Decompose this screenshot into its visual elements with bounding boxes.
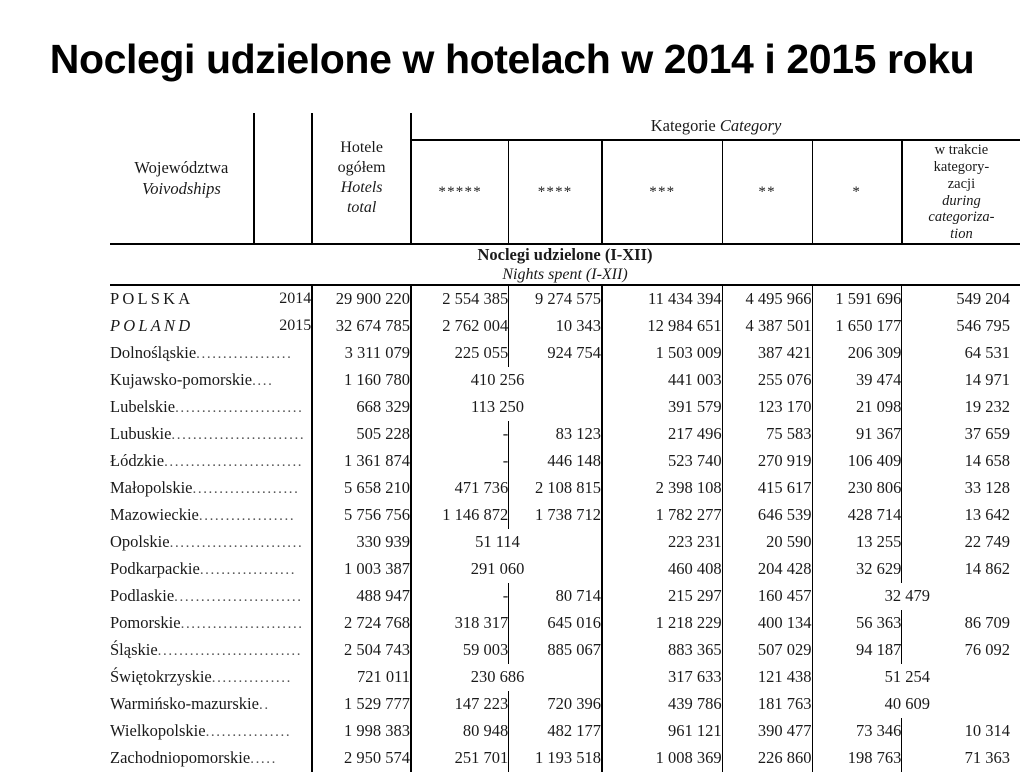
row-label-text: Podkarpackie <box>110 559 200 579</box>
table-row[interactable] <box>110 394 1020 421</box>
row-label <box>110 475 312 502</box>
cell-total: 721 011 <box>312 664 411 691</box>
cell-star1-during-merged: 51 254 <box>884 667 930 687</box>
cell-star2: 270 919 <box>722 448 812 475</box>
header-during-categorization <box>902 140 1020 244</box>
row-label <box>110 718 312 745</box>
cell-star1: 13 255 <box>812 529 902 556</box>
cell-total-2014: 29 900 220 <box>312 285 411 313</box>
row-label <box>110 583 312 610</box>
header-during-en-2: categoriza- <box>928 209 995 226</box>
header-during-en-1: during <box>942 192 981 209</box>
cell-star3: 460 408 <box>602 556 722 583</box>
cell-star5-star4-merged: 230 686 <box>411 664 602 691</box>
table-row[interactable] <box>110 421 1020 448</box>
page-title: Noclegi udzielone w hotelach w 2014 i 2015 roku <box>49 36 975 82</box>
cell-star1: 198 763 <box>812 745 902 772</box>
header-star-3: *** <box>602 140 722 244</box>
section-band-row <box>110 244 1020 285</box>
band-label-en: Nights spent (I-XII) <box>502 265 628 283</box>
cell-star2: 415 617 <box>722 475 812 502</box>
cell-total: 1 998 383 <box>312 718 411 745</box>
cell-star3-2014: 11 434 394 <box>602 285 722 313</box>
cell-star2: 204 428 <box>722 556 812 583</box>
cell-star1: 32 629 <box>812 556 902 583</box>
row-label <box>110 340 312 367</box>
row-label <box>110 745 312 772</box>
row-label-leader: .... <box>252 373 274 390</box>
cell-star1: 73 346 <box>812 718 902 745</box>
cell-star4: 645 016 <box>509 610 602 637</box>
cell-star2: 160 457 <box>722 583 812 610</box>
row-label-leader: ..... <box>250 751 277 768</box>
row-label <box>110 394 312 421</box>
row-label <box>110 367 312 394</box>
cell-total: 2 504 743 <box>312 637 411 664</box>
row-label-leader: .................. <box>196 346 293 363</box>
cell-star2: 507 029 <box>722 637 812 664</box>
cell-star5: 1 146 872 <box>411 502 509 529</box>
cell-star1-2014: 1 591 696 <box>812 285 902 313</box>
row-label-text: Opolskie <box>110 532 170 552</box>
cell-star2: 400 134 <box>722 610 812 637</box>
cell-total: 2 724 768 <box>312 610 411 637</box>
cell-star1: 230 806 <box>812 475 902 502</box>
header-during-pl-3: zacji <box>947 175 976 192</box>
row-year-2014: 2014 <box>254 285 312 313</box>
cell-during: 71 363 <box>964 748 1010 768</box>
cell-star5-star4-merged: 410 256 <box>411 367 602 394</box>
table-row[interactable] <box>110 664 1020 691</box>
cell-total: 1 160 780 <box>312 367 411 394</box>
row-label-text: Podlaskie <box>110 586 175 606</box>
table-row-poland-2014[interactable] <box>110 285 1020 313</box>
header-row-category-span <box>110 113 1020 140</box>
cell-star2: 646 539 <box>722 502 812 529</box>
cell-star3: 317 633 <box>602 664 722 691</box>
statistics-table-container <box>110 113 1020 772</box>
cell-star4: 2 108 815 <box>509 475 602 502</box>
row-label-leader: .................. <box>199 562 297 579</box>
row-label <box>110 691 312 718</box>
cell-star4: 1 738 712 <box>509 502 602 529</box>
cell-during: 76 092 <box>964 640 1010 660</box>
table-body <box>110 113 1020 772</box>
header-hotels-en-2: total <box>346 198 377 216</box>
row-label-text: Dolnośląskie <box>110 343 197 363</box>
cell-star3: 961 121 <box>602 718 722 745</box>
cell-star5-star4-merged: 113 250 <box>411 394 602 421</box>
table-row[interactable] <box>110 691 1020 718</box>
cell-total: 5 756 756 <box>312 502 411 529</box>
table-row[interactable] <box>110 745 1020 772</box>
cell-during: 64 531 <box>964 343 1010 363</box>
row-label-leader: ............... <box>211 670 292 687</box>
row-label <box>110 556 312 583</box>
row-label-leader: .................... <box>192 481 300 498</box>
row-label-text: Świętokrzyskie <box>110 667 212 687</box>
cell-star1: 206 309 <box>812 340 902 367</box>
cell-during: 37 659 <box>964 424 1010 444</box>
row-label-polska: POLSKA <box>110 289 194 309</box>
cell-star4: 720 396 <box>509 691 602 718</box>
header-during-pl-2: kategory- <box>933 158 990 175</box>
cell-during: 14 658 <box>964 451 1010 471</box>
table-row[interactable] <box>110 556 1020 583</box>
cell-during: 14 862 <box>964 559 1010 579</box>
row-label <box>110 637 312 664</box>
cell-star2: 75 583 <box>722 421 812 448</box>
cell-star2: 255 076 <box>722 367 812 394</box>
cell-star2: 123 170 <box>722 394 812 421</box>
row-label <box>110 421 312 448</box>
nights-spent-table <box>110 113 1020 772</box>
cell-star3-2015: 12 984 651 <box>602 313 722 340</box>
cell-total: 1 003 387 <box>312 556 411 583</box>
cell-during: 10 314 <box>964 721 1010 741</box>
row-label-text: Kujawsko-pomorskie <box>110 370 253 390</box>
cell-total: 330 939 <box>312 529 411 556</box>
cell-star3: 439 786 <box>602 691 722 718</box>
cell-star2-2015: 4 387 501 <box>722 313 812 340</box>
row-label <box>110 448 312 475</box>
table-row[interactable] <box>110 367 1020 394</box>
cell-star3: 217 496 <box>602 421 722 448</box>
cell-star3: 1 218 229 <box>602 610 722 637</box>
header-star-1: * <box>812 140 902 244</box>
row-label-text: Mazowieckie <box>110 505 199 525</box>
cell-star4: 80 714 <box>509 583 602 610</box>
header-category-en: Category <box>719 116 782 135</box>
cell-star3: 2 398 108 <box>602 475 722 502</box>
table-row[interactable] <box>110 610 1020 637</box>
header-voivodships-spacer <box>254 113 312 244</box>
cell-star2: 121 438 <box>722 664 812 691</box>
cell-star3: 223 231 <box>602 529 722 556</box>
cell-during: 86 709 <box>964 613 1010 633</box>
cell-star2-2014: 4 495 966 <box>722 285 812 313</box>
table-row[interactable] <box>110 529 1020 556</box>
cell-star5-star4-merged: 291 060 <box>411 556 602 583</box>
cell-star3: 883 365 <box>602 637 722 664</box>
section-band <box>110 244 1020 285</box>
row-label-poland: POLAND <box>110 316 194 336</box>
cell-star1: 94 187 <box>812 637 902 664</box>
cell-star5: 80 948 <box>411 718 509 745</box>
cell-total: 1 529 777 <box>312 691 411 718</box>
cell-during: 19 232 <box>964 397 1010 417</box>
cell-star5: - <box>411 583 509 610</box>
cell-star5: 471 736 <box>411 475 509 502</box>
row-label-text: Lubelskie <box>110 397 176 417</box>
table-row[interactable] <box>110 475 1020 502</box>
cell-star3: 441 003 <box>602 367 722 394</box>
cell-total: 505 228 <box>312 421 411 448</box>
header-category-group <box>411 113 1020 140</box>
cell-total: 2 950 574 <box>312 745 411 772</box>
cell-star4: 924 754 <box>509 340 602 367</box>
table-row[interactable] <box>110 448 1020 475</box>
table-row[interactable] <box>110 340 1020 367</box>
row-label-leader: ........................ <box>175 400 304 417</box>
cell-star2: 387 421 <box>722 340 812 367</box>
cell-total: 488 947 <box>312 583 411 610</box>
cell-star2: 181 763 <box>722 691 812 718</box>
cell-star4: 1 193 518 <box>509 745 602 772</box>
cell-star1: 39 474 <box>812 367 902 394</box>
header-during-en-3: tion <box>950 226 973 243</box>
cell-star5: - <box>411 421 509 448</box>
cell-during: 33 128 <box>964 478 1010 498</box>
cell-star1: 106 409 <box>812 448 902 475</box>
cell-star5: 225 055 <box>411 340 509 367</box>
table-row-poland-2015[interactable] <box>110 313 1020 340</box>
row-label <box>110 529 312 556</box>
header-voivodships-en: Voivodships <box>141 179 221 198</box>
cell-star5: 318 317 <box>411 610 509 637</box>
header-hotels-pl-1: Hotele <box>340 139 383 157</box>
cell-star4-2014: 9 274 575 <box>509 285 602 313</box>
cell-star3: 1 782 277 <box>602 502 722 529</box>
cell-star1-during-merged: 40 609 <box>884 694 930 714</box>
row-label-leader: ........................ <box>174 589 303 606</box>
row-label-text: Warmińsko-mazurskie <box>110 694 259 714</box>
header-category-pl: Kategorie <box>650 116 716 135</box>
cell-star5: 251 701 <box>411 745 509 772</box>
row-label <box>110 610 312 637</box>
row-label <box>110 502 312 529</box>
cell-total: 1 361 874 <box>312 448 411 475</box>
cell-star1-2015: 1 650 177 <box>812 313 902 340</box>
row-label-leader: .................. <box>198 508 296 525</box>
cell-star1: 56 363 <box>812 610 902 637</box>
cell-total: 668 329 <box>312 394 411 421</box>
header-star-5: ***** <box>411 140 509 244</box>
row-year-2015: 2015 <box>254 313 312 340</box>
cell-star2: 226 860 <box>722 745 812 772</box>
cell-during: 13 642 <box>964 505 1010 525</box>
table-row[interactable] <box>110 637 1020 664</box>
cell-star4: 885 067 <box>509 637 602 664</box>
row-label-text: Pomorskie <box>110 613 181 633</box>
row-label-leader: ................ <box>205 724 292 741</box>
cell-star3: 523 740 <box>602 448 722 475</box>
header-voivodships <box>110 113 254 244</box>
cell-star5: 147 223 <box>411 691 509 718</box>
cell-star3: 391 579 <box>602 394 722 421</box>
header-during-pl-1: w trakcie <box>934 141 989 158</box>
cell-total-2015: 32 674 785 <box>312 313 411 340</box>
row-label-text: Małopolskie <box>110 478 193 498</box>
cell-star1: 428 714 <box>812 502 902 529</box>
header-hotels-en-1: Hotels <box>340 179 383 196</box>
header-hotels-total <box>312 113 411 244</box>
cell-star4: 83 123 <box>509 421 602 448</box>
cell-total: 3 311 079 <box>312 340 411 367</box>
cell-star1: 21 098 <box>812 394 902 421</box>
cell-during-2015: 546 795 <box>956 316 1010 336</box>
cell-star2: 390 477 <box>722 718 812 745</box>
cell-star5: - <box>411 448 509 475</box>
header-hotels-pl-2: ogółem <box>337 159 386 177</box>
row-label-leader: ....................... <box>180 616 304 633</box>
cell-star5: 59 003 <box>411 637 509 664</box>
row-label-text: Łódzkie <box>110 451 165 471</box>
cell-star4-2015: 10 343 <box>509 313 602 340</box>
cell-star3: 1 503 009 <box>602 340 722 367</box>
cell-star5-star4-merged: 51 114 <box>411 529 602 556</box>
header-star-4: **** <box>509 140 602 244</box>
cell-star4: 482 177 <box>509 718 602 745</box>
table-row[interactable] <box>110 718 1020 745</box>
cell-during-2014: 549 204 <box>956 289 1010 309</box>
cell-star5-2014: 2 554 385 <box>411 285 509 313</box>
cell-star2: 20 590 <box>722 529 812 556</box>
band-label-pl: Noclegi udzielone (I-XII) <box>477 245 653 264</box>
row-label-leader: ......................... <box>171 427 306 444</box>
cell-star5-2015: 2 762 004 <box>411 313 509 340</box>
cell-during: 22 749 <box>964 532 1010 552</box>
row-label <box>110 664 312 691</box>
row-label-text: Zachodniopomorskie <box>110 748 251 768</box>
row-label-leader: .......................... <box>164 454 304 471</box>
row-label-leader: ......................... <box>169 535 304 552</box>
cell-total: 5 658 210 <box>312 475 411 502</box>
cell-star3: 1 008 369 <box>602 745 722 772</box>
row-label-text: Śląskie <box>110 640 158 660</box>
table-row[interactable] <box>110 502 1020 529</box>
cell-star1-during-merged: 32 479 <box>884 586 930 606</box>
cell-star4: 446 148 <box>509 448 602 475</box>
header-star-2: ** <box>722 140 812 244</box>
header-voivodships-pl: Województwa <box>134 157 229 177</box>
row-label-text: Wielkopolskie <box>110 721 206 741</box>
cell-star1: 91 367 <box>812 421 902 448</box>
cell-during: 14 971 <box>964 370 1010 390</box>
row-label-text: Lubuskie <box>110 424 172 444</box>
cell-star3: 215 297 <box>602 583 722 610</box>
table-row[interactable] <box>110 583 1020 610</box>
row-label-leader: ........................... <box>157 643 303 660</box>
row-label-leader: .. <box>258 697 270 714</box>
